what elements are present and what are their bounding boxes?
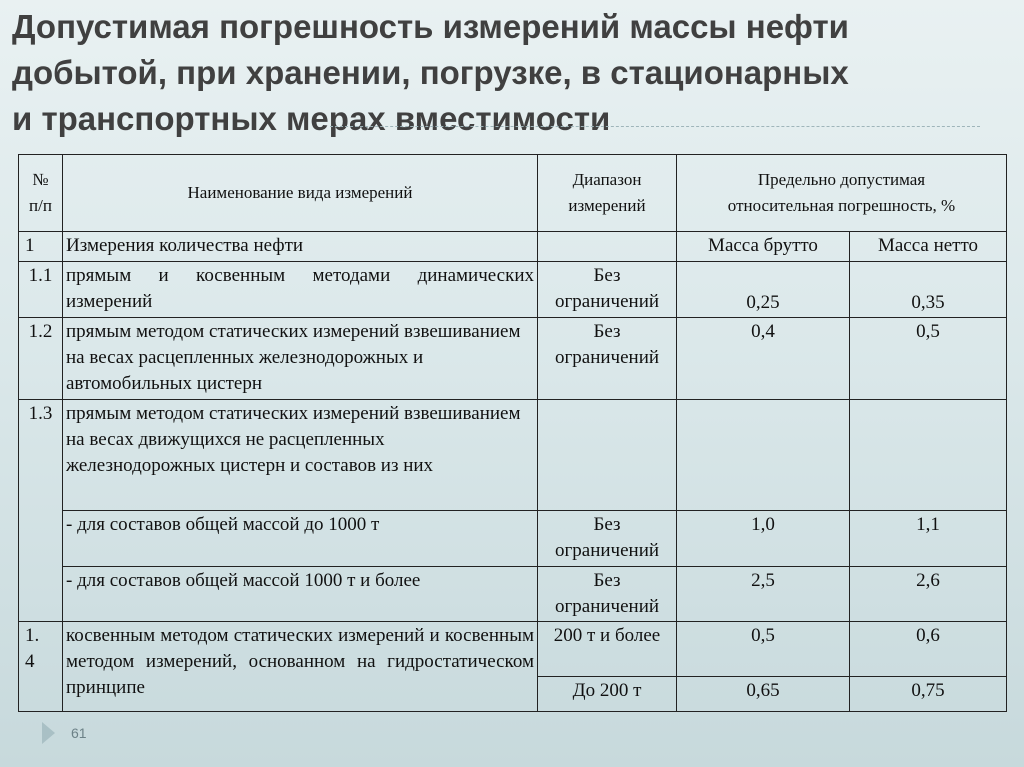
row-1-2-range: Без ограничений: [538, 318, 677, 400]
header-error-line-1: Предельно допустимая: [757, 170, 926, 189]
row-1-netto: Масса нетто: [850, 232, 1007, 262]
header-num-line-2: п/п: [29, 196, 52, 215]
row-1-4-num: [19, 622, 63, 712]
row-1-1-netto: 0,35: [850, 262, 1007, 318]
row-1-2-brutto: 0,4: [677, 318, 850, 400]
row-1-1-num: 1.1: [19, 262, 63, 318]
table-row-1-3-b: [19, 567, 1007, 622]
row-1-1-name: прямым и косвенным методами динамических измерений: [63, 262, 538, 318]
table-row-1-2: [19, 318, 1007, 400]
header-range: [538, 155, 677, 232]
row-1-2-num: 1.2: [19, 318, 63, 400]
header-error-line-2: относительная погрешность, %: [727, 196, 956, 215]
row-1-1-range: Без ограничений: [538, 262, 677, 318]
row-1-brutto: Масса брутто: [677, 232, 850, 262]
table-row-1-1: [19, 262, 1007, 318]
header-range-line-1: Диапазон: [572, 170, 642, 189]
header-name: Наименование вида измерений: [63, 155, 538, 232]
next-slide-arrow-icon: [42, 722, 55, 744]
page-number: 61: [71, 725, 87, 741]
row-1-2-netto: 0,5: [850, 318, 1007, 400]
row-1-3-b-brutto: 2,5: [677, 567, 850, 622]
header-range-line-2: измерений: [568, 196, 646, 215]
row-1-3-b-range: Без ограничений: [538, 567, 677, 622]
title-divider: [330, 126, 980, 127]
row-1-num: 1: [19, 232, 63, 262]
slide-title-line-2: добытой, при хранении, погрузке, в стационарных: [12, 54, 849, 91]
row-1-3-brutto: [677, 400, 850, 511]
row-1-3-a-name: - для составов общей массой до 1000 т: [63, 511, 538, 567]
table-row-1: [19, 232, 1007, 262]
row-1-4-a-range: 200 т и более: [538, 622, 677, 677]
row-1-4-b-netto: 0,75: [850, 677, 1007, 712]
row-1-1-brutto: 0,25: [677, 262, 850, 318]
slide-title: [12, 4, 1012, 142]
row-1-4-name: косвенным методом статических измерений и косвенным методом измерений, основанном на гидростатическом принципе: [63, 622, 538, 712]
slide-title-line-1: Допустимая погрешность измерений массы нефти: [12, 8, 849, 45]
table-header-row: [19, 155, 1007, 232]
row-1-4-a-netto: 0,6: [850, 622, 1007, 677]
row-1-3-b-netto: 2,6: [850, 567, 1007, 622]
header-num-line-1: №: [32, 170, 49, 189]
header-error: [677, 155, 1007, 232]
row-1-3-b-name: - для составов общей массой 1000 т и более: [63, 567, 538, 622]
header-num: [19, 155, 63, 232]
row-1-3-a-netto: 1,1: [850, 511, 1007, 567]
row-1-3-range: [538, 400, 677, 511]
row-1-4-a-brutto: 0,5: [677, 622, 850, 677]
table-row-1-3: [19, 400, 1007, 511]
table-row-1-3-a: [19, 511, 1007, 567]
slide-title-line-3: и транспортных мерах вместимости: [12, 100, 611, 137]
row-1-3-num: 1.3: [19, 400, 63, 622]
row-1-3-netto: [850, 400, 1007, 511]
measurement-error-table: [18, 154, 1007, 712]
row-1-4-num-line-2: 4: [25, 651, 35, 672]
row-1-4-b-range: До 200 т: [538, 677, 677, 712]
row-1-2-name: прямым методом статических измерений взвешиванием на весах расцепленных железнодорожных и автомобильных цистерн: [63, 318, 538, 400]
row-1-3-a-brutto: 1,0: [677, 511, 850, 567]
table-row-1-4-a: [19, 622, 1007, 677]
row-1-4-num-line-1: 1.: [25, 625, 40, 646]
row-1-range: [538, 232, 677, 262]
row-1-3-a-range: Без ограничений: [538, 511, 677, 567]
row-1-3-name: прямым методом статических измерений взвешиванием на весах движущихся не расцепленных железнодорожных цистерн и составов из них: [63, 400, 538, 511]
row-1-4-b-brutto: 0,65: [677, 677, 850, 712]
slide-footer: [42, 722, 87, 744]
row-1-name: Измерения количества нефти: [63, 232, 538, 262]
